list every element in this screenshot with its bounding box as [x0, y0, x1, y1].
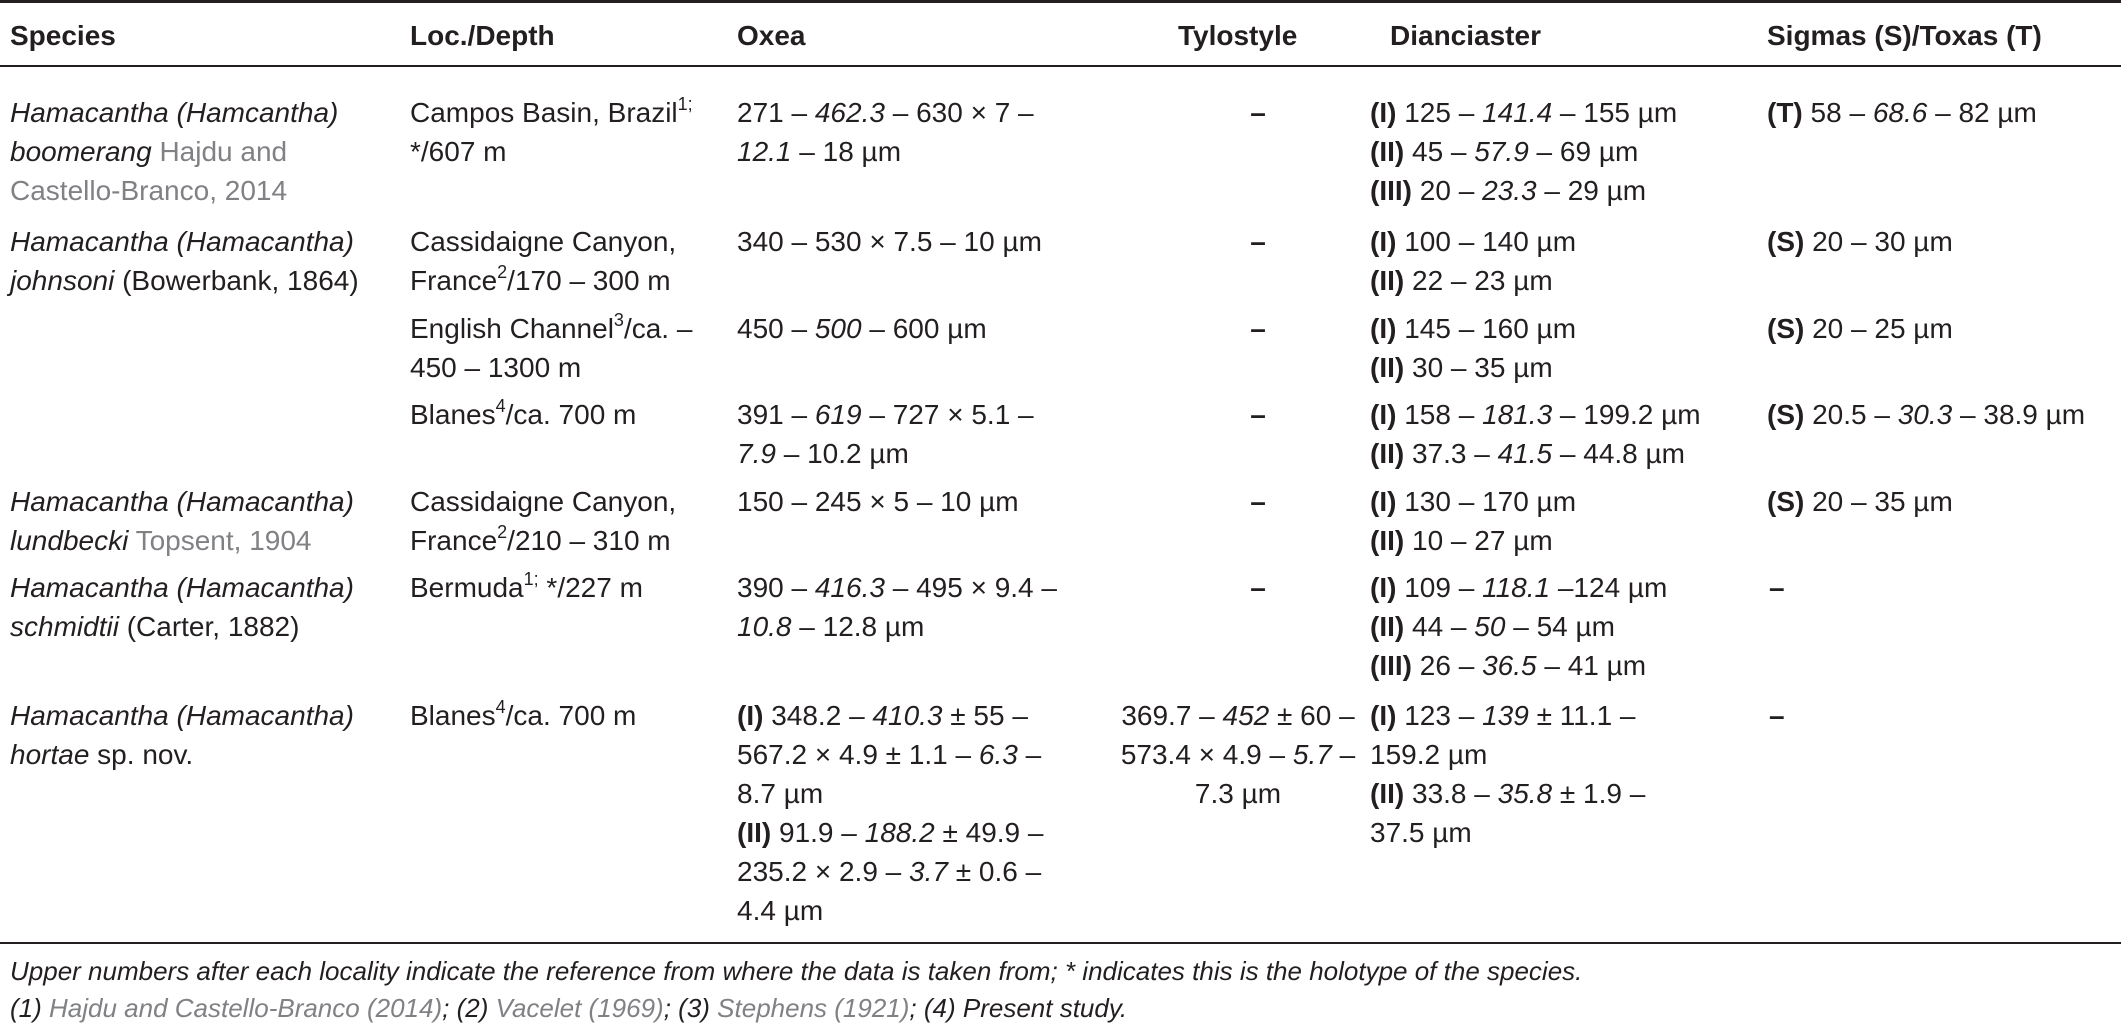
tylostyle-empty: – — [1250, 226, 1266, 257]
header-dianciaster: Dianciaster — [1390, 20, 1541, 51]
dianciaster-value: (I) 109 – 118.1 –124 µm (II) 44 – 50 – 54 µm (III) 26 – 36.5 – 41 µm — [1370, 572, 1668, 681]
species-schmidtii: Hamacantha (Hamacantha) schmidtii (Carter, 1882) — [10, 572, 354, 642]
header-oxea: Oxea — [737, 20, 806, 51]
dianciaster-value: (I) 123 – 139 ± 11.1 – 159.2 µm (II) 33.8 – 35.8 ± 1.9 – 37.5 µm — [1370, 700, 1646, 848]
locality-depth: Blanes$^4$/ca. 700 m — [410, 395, 637, 430]
locality-depth: Bermuda$^{1;}$ */227 m — [410, 568, 643, 603]
species-hortae: Hamacantha (Hamacantha) hortae sp. nov. — [10, 700, 354, 770]
locality-depth: Campos Basin, Brazil$^{1;}$ */607 m — [410, 93, 693, 167]
reference-link[interactable]: Stephens (1921) — [717, 993, 910, 1023]
tylostyle-empty: – — [1250, 97, 1266, 128]
header-species: Species — [10, 20, 116, 51]
sigmas-toxas-value: (S) 20.5 – 30.3 – 38.9 µm — [1767, 399, 2086, 430]
species-johnsoni: Hamacantha (Hamacantha) johnsoni (Bowerbank, 1864) — [10, 226, 359, 296]
species-lundbecki: Hamacantha (Hamacantha) lundbecki Topsent, 1904 — [10, 486, 354, 556]
oxea-value: 450 – 500 – 600 µm — [737, 313, 987, 344]
sigmas-toxas-value: (S) 20 – 30 µm — [1767, 226, 1953, 257]
sigmas-empty: – — [1769, 700, 1785, 731]
sigmas-empty: – — [1769, 572, 1785, 603]
oxea-value: 271 – 462.3 – 630 × 7 – 12.1 – 18 µm — [737, 97, 1034, 167]
species-boomerang: Hamacantha (Hamcantha) boomerang Hajdu and Castello-Branco, 2014 — [10, 97, 339, 206]
dianciaster-value: (I) 130 – 170 µm (II) 10 – 27 µm — [1370, 486, 1577, 556]
dianciaster-value: (I) 158 – 181.3 – 199.2 µm (II) 37.3 – 41.5 – 44.8 µm — [1370, 399, 1701, 469]
oxea-value: (I) 348.2 – 410.3 ± 55 – 567.2 × 4.9 ± 1.1 – 6.3 – 8.7 µm (II) 91.9 – 188.2 ± 49.9 – 235.2 × 2.9 – 3.7 ± 0.6 – 4.4 µm — [737, 700, 1044, 926]
tylostyle-empty: – — [1250, 486, 1266, 517]
top-rule — [0, 0, 2121, 3]
header-rule — [0, 65, 2121, 67]
oxea-value: 340 – 530 × 7.5 – 10 µm — [737, 226, 1042, 257]
sigmas-toxas-value: (S) 20 – 35 µm — [1767, 486, 1953, 517]
locality-depth: Cassidaigne Canyon, France$^2$/170 – 300 m — [410, 226, 677, 296]
oxea-value: 390 – 416.3 – 495 × 9.4 – 10.8 – 12.8 µm — [737, 572, 1057, 642]
bottom-rule — [0, 942, 2121, 944]
tylostyle-value: 369.7 – 452 ± 60 – 573.4 × 4.9 – 5.7 – 7.3 µm — [1120, 700, 1356, 809]
reference-link[interactable]: Vacelet (1969) — [495, 993, 664, 1023]
table-footnote: Upper numbers after each locality indicate the reference from where the data is taken from; * indicates this is the holotype of the species. — [10, 956, 1583, 986]
dianciaster-value: (I) 145 – 160 µm (II) 30 – 35 µm — [1370, 313, 1577, 383]
locality-depth: English Channel$^3$/ca. – 450 – 1300 m — [410, 309, 693, 383]
sigmas-toxas-value: (S) 20 – 25 µm — [1767, 313, 1953, 344]
oxea-value: 150 – 245 × 5 – 10 µm — [737, 486, 1019, 517]
header-tylostyle: Tylostyle — [1178, 20, 1298, 51]
locality-depth: Cassidaigne Canyon, France$^2$/210 – 310 m — [410, 486, 677, 556]
dianciaster-value: (I) 100 – 140 µm (II) 22 – 23 µm — [1370, 226, 1577, 296]
locality-depth: Blanes$^4$/ca. 700 m — [410, 696, 637, 731]
header-sigmas-toxas: Sigmas (S)/Toxas (T) — [1767, 20, 2042, 51]
tylostyle-empty: – — [1250, 572, 1266, 603]
tylostyle-empty: – — [1250, 399, 1266, 430]
dianciaster-value: (I) 125 – 141.4 – 155 µm (II) 45 – 57.9 – 69 µm (III) 20 – 23.3 – 29 µm — [1370, 97, 1678, 206]
oxea-value: 391 – 619 – 727 × 5.1 – 7.9 – 10.2 µm — [737, 399, 1034, 469]
tylostyle-empty: – — [1250, 313, 1266, 344]
header-loc-depth: Loc./Depth — [410, 20, 555, 51]
table-references: (1) Hajdu and Castello-Branco (2014); (2) Vacelet (1969); (3) Stephens (1921); (4) Present study. — [10, 993, 1128, 1023]
sigmas-toxas-value: (T) 58 – 68.6 – 82 µm — [1767, 97, 2037, 128]
reference-link[interactable]: Hajdu and Castello-Branco (2014) — [49, 993, 443, 1023]
